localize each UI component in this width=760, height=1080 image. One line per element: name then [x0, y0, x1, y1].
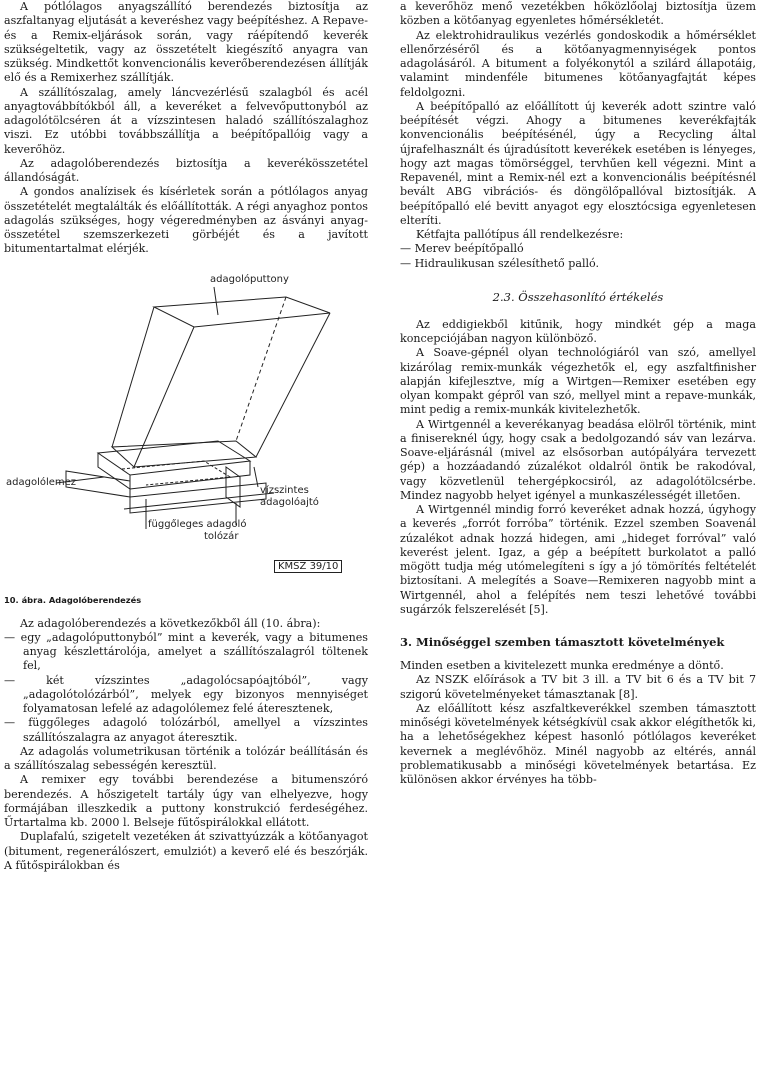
dosing-door — [122, 461, 230, 485]
list-item: — két vízszintes „adagolócsapóajtóból”, vagy „adagolótolózárból”, melyek egy bizonyos mennyiséget folyamatosan lefelé az adagolólemez felé áteresztenek, — [4, 673, 368, 715]
paragraph: A beépítőpalló az előállított új keverék adott szintre való beépítését végzi. Ahogy a bitumenes keverékfajták konvencionális beépítésénél, úgy a Recycling által újrafelhasznált és újradúsított keverékek esetében is lényeges, hogy azt magas tömörséggel, tervhűen kell végezni. Mint a Repavenél, mint a Remix-nél ezt a konvencionális beépítésnél bevált ABG vibrációs- és döngölőpallóval biztosítják. A beépítőpalló elé bevitt anyagot egy elosztócsiga egyenletesen elteríti. — [400, 99, 756, 227]
hopper-wall — [256, 313, 330, 457]
label-dosing-plate: adagolólemez — [6, 476, 77, 488]
paragraph: Az elektrohidraulikus vezérlés gondoskodik a hőmérséklet ellenőrzéséről és a kötőanyagmennyiségek pontos adagolásáról. A bitument a folyékonytól a szilárd állapotáig, valamint mindenféle bitumenes kötőanyagfajtát képes feldolgozni. — [400, 28, 756, 99]
paragraph: A gondos analízisek és kísérletek során a pótlólagos anyag összetételét megtalálták és előállították. A régi anyaghoz pontos adagolás szükséges, hogy végeredményben az ásványi anyag-összetétel szemszerkezeti görbéjét és a javított bitumentartalmat elérjék. — [4, 185, 368, 256]
conveyor — [130, 483, 266, 513]
left-column — [4, 0, 368, 873]
paragraph: A Soave-gépnél olyan technológiáról van szó, amellyel kizárólag remix-munkák végezhetők el, egy aszfaltfinisher alapján kifejlesztve, míg a Wirtgen—Remixer esetében egy olyan kompakt gépről van szó, mellyel mint a repave-munkák, mint pedig a remix-munkák kivitelezhetők. — [400, 346, 756, 417]
label-horizontal: vízszintes — [260, 484, 309, 496]
paragraph: A pótlólagos anyagszállító berendezés biztosítja az aszfaltanyag eljutását a keveréshez vagy beépítéshez. A Repave- és a Remix-eljárások során, vagy ráépítendő keverék szükségeltetik, vagy az összetételt kiegészítő anyagra van szükség. Mindkettőt konvencionális keverőberendezésen állítják elő és a Remixerhez szállítják. — [4, 0, 368, 85]
paragraph: a keverőhöz menő vezetékben hőközlőolaj biztosítja üzem közben a kötőanyag egyenletes hőmérsékletét. — [400, 0, 756, 28]
label-vertical-gate: függőleges adagoló — [148, 518, 247, 530]
paragraph: Az eddigiekből kitűnik, hogy mindkét gép a maga koncepciójában nagyon különböző. — [400, 317, 756, 345]
paragraph: A szállítószalag, amely láncvezérlésű szalagból és acél anyagtovábbítókból áll, a keveréket a felvevőputtonyból az adagolótölcséren át a vízszintesen haladó szállítószalaghoz viszi. Ez utóbbi továbbszállítja a beépítőpallóig vagy a keverőhöz. — [4, 85, 368, 156]
paragraph: A Wirtgennél mindig forró keveréket adnak hozzá, úgyhogy a keverés „forrót forróba” történik. Ezzel szemben Soavenál zúzalékot adnak hozzá hidegen, ami „hideget forróval” való keverést jelent. Igaz, a gép a beépített burkolatot a palló mögött tudja még utómelegíteni s így a jó tömörítés feltételét biztosítani. A melegítés a Soave—Remixeren nagyobb mint a Wirtgennél, ahol a felépítés nem teszi lehetővé további sugárzók felszerelését [5]. — [400, 503, 756, 616]
paragraph: A remixer egy további berendezése a bitumenszóró berendezés. A hőszigetelt tartály úgy van elhelyezve, hogy formájában illeszkedik a puttony konstrukció ferdeségéhez. Űrtartalma kb. 2000 l. Belseje fűtőspirálokkal ellátott. — [4, 773, 368, 829]
paragraph: Az adagolóberendezés a következőkből áll (10. ábra): — [20, 616, 321, 630]
paragraph: Minden esetben a kivitelezett munka eredménye a döntő. — [400, 659, 724, 672]
list-item: — Hidraulikusan szélesíthető palló. — [400, 256, 600, 270]
list-item: — függőleges adagoló tolózárból, amellyel a vízszintes szállítószalagra az anyagot áteresztik. — [4, 716, 368, 744]
hopper-wall — [236, 297, 286, 441]
figure-caption: 10. ábra. Adagolóberendezés — [4, 594, 142, 605]
hopper-wall — [112, 307, 154, 447]
paragraph: A Wirtgennél a keverékanyag beadása elölről történik, mint a finisereknél úgy, hogy csak a bedolgozandó sáv van lezárva. Soave-eljárásnál (mivel az elsősorban autópályára tervezett gép) a hozzáadandó zúzalékot oldalról öntik be rakodóval, vagy közvetlenül tehergépkocsiról, az adagolótölcsérbe. Mindez nagyobb helyet igényel a munkaszélességét illetően. — [400, 417, 756, 502]
dosing-device-diagram — [4, 271, 368, 591]
label-hopper: adagolóputtony — [210, 273, 289, 285]
paragraph: Az előállított kész aszfaltkeverékkel szemben támasztott minőségi követelmények kétségkívül csak akkor elégíthetők ki, ha a lehetőségekhez képest hasonló pótlólagos keveréket kevernek a meglévőhöz. Minél nagyobb az eltérés, annál problematikusabb a minőségi követelmények betartása. Ez különösen akkor érvényes ha több- — [400, 701, 756, 786]
list-item: — Merev beépítőpalló — [400, 242, 524, 256]
list-item: — egy „adagolóputtonyból” mint a keverék, vagy a bitumenes anyag készlettárolója, amelyet a szállítószalagról töltenek fel, — [4, 630, 368, 673]
paragraph: Duplafalú, szigetelt vezetéken át szivattyúzzák a kötőanyagot (bitument, regenerálószert, emulziót) a keverő elé és beszórják. A fűtőspirálokban és — [4, 830, 368, 872]
leader-line — [214, 287, 218, 315]
section-heading: 3. Minőséggel szemben támasztott követelmények — [400, 635, 725, 649]
section-heading: 2.3. Összehasonlító értékelés — [492, 289, 664, 304]
figure-dosing-device — [4, 271, 368, 591]
paragraph: Az adagolóberendezés biztosítja a keverékösszetétel állandóságát. — [4, 156, 368, 184]
figure-code: KMSZ 39/10 — [274, 560, 342, 573]
label-dosing-door: adagolóajtó — [260, 496, 319, 508]
label-slide-valve: tolózár — [204, 530, 239, 542]
hopper-rim — [154, 297, 330, 327]
paragraph: Kétfajta pallótípus áll rendelkezésre: — [416, 228, 624, 241]
paragraph: Az NSZK előírások a TV bit 3 ill. a TV bit 6 és a TV bit 7 szigorú követelményeket támasztanak [8]. — [400, 673, 756, 701]
right-column — [400, 0, 756, 787]
paragraph: Az adagolás volumetrikusan történik a tolózár beállításán és a szállítószalag sebességén keresztül. — [4, 744, 368, 772]
